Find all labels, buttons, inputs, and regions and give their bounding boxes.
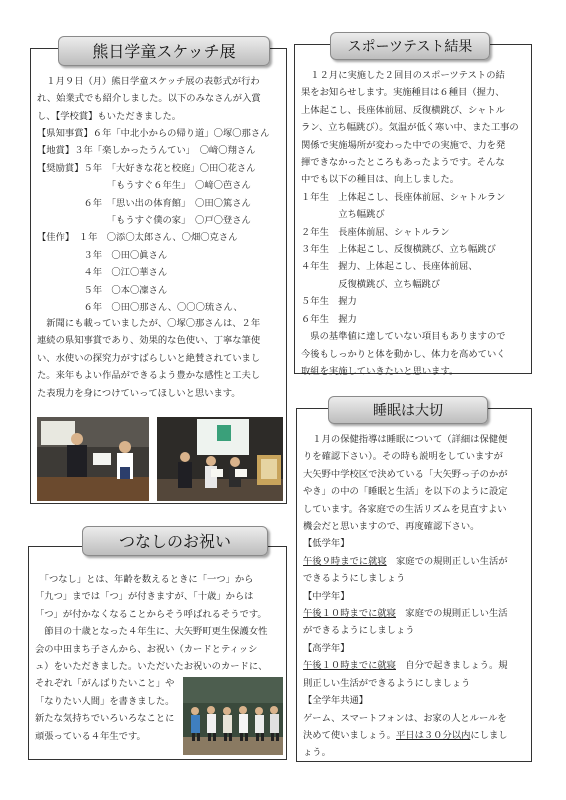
rule-text: 家庭での規則正しい生活が — [386, 555, 508, 567]
sleep-title: 睡眠は大切 — [328, 396, 488, 424]
text-line: 会の中田まち子さんから、お祝い（カードとティッシ — [35, 643, 258, 655]
text-line: ュ）をいただきました。いただいたお祝いのカードに、 — [35, 661, 268, 673]
text-line: 大矢野中学校区で決めている「大矢野っ子のかが — [303, 468, 508, 480]
sleep-section — [296, 408, 532, 762]
sports-test-title: スポーツテスト結果 — [330, 32, 490, 60]
high-grade-heading: 【高学年】 — [303, 642, 350, 654]
text-line: 「つなし」とは、年齢を数えるときに「一つ」から — [35, 574, 254, 585]
mid-grade-rule — [303, 605, 508, 622]
rule-text: 決めて使いましょう。 — [303, 729, 396, 741]
text-line: 上体起こし、長座体前屈、反復横跳び、シャトル — [301, 104, 505, 116]
low-grade-bedtime: 午後９時までに就寝 — [303, 555, 387, 567]
text-line: しています。各家庭での生活リズムを見直すよい — [303, 503, 507, 515]
award-line: 【佳作】 １年 〇添〇太郎さん、〇畑〇克さん — [37, 232, 238, 244]
award-line: ３年 〇田〇眞さん — [37, 249, 168, 261]
students-stage-photo — [157, 417, 283, 501]
grade-result-line: ６年生 握力 — [301, 313, 357, 325]
mid-grade-heading: 【中学年】 — [303, 590, 350, 602]
text-line: れ、始業式でも紹介しました。以下のみなさんが入賞 — [37, 93, 261, 105]
award-list — [37, 125, 269, 316]
text-line: １２月に実施した２回目のスポーツテストの結 — [301, 70, 505, 81]
text-line: やき」の中の「睡眠と生活」を以下のように設定 — [303, 486, 508, 498]
award-line: ５年 〇本〇凜さん — [37, 284, 168, 296]
grade-result-line: 立ち幅跳び — [301, 209, 385, 221]
text-line: 関係で実施場所が変わった中での実施で、力を発 — [301, 139, 506, 151]
award-ceremony-photo — [37, 417, 149, 501]
low-grade-heading: 【低学年】 — [303, 538, 350, 550]
text-line: １月の保健指導は睡眠について（詳細は保健便 — [303, 434, 508, 445]
grade-result-line: ３年生 上体起こし、反復横跳び、立ち幅跳び — [301, 244, 496, 256]
tsunashi-section — [28, 546, 287, 760]
weekday-limit: 平日は３０分以内 — [395, 729, 471, 741]
text-line: 取組を実施していきたいと思います。 — [301, 365, 459, 377]
sketch-closing — [37, 315, 260, 402]
rule-text: できるようにしましょう — [303, 573, 406, 585]
rule-text: ゲーム、スマートフォンは、お家の人とルールを — [303, 712, 507, 724]
text-line: １月９日（月）熊日学童スケッチ展の表彰式が行わ — [37, 76, 260, 87]
text-line: 県の基準値に達していない項目もありますので — [301, 331, 506, 343]
text-line: 「つ」が付かなくなることからそう呼ばれるそうです。 — [35, 608, 267, 620]
rule-text: ができるようにしましょう — [303, 625, 415, 637]
award-line: 「もうすぐ６年生」 〇﨑〇芭さん — [37, 180, 251, 192]
text-line: ラン、立ち幅跳び）。気温が低く寒い中、また工事の — [301, 122, 519, 134]
award-line: ４年 〇江〇華さん — [37, 267, 168, 279]
text-line: 「九つ」までは「つ」が付きますが、「十歳」からは — [35, 591, 254, 603]
rule-text: 則正しい生活ができるようにしましょう — [303, 677, 471, 689]
rule-text: 自分で起きましょう。規 — [395, 660, 508, 672]
text-line: 今後もしっかりと体を動かし、体力を高めていく — [301, 348, 506, 360]
all-grade-heading: 【全学年共通】 — [303, 695, 369, 707]
sports-test-section — [294, 44, 532, 377]
award-line: ６年 「思い出の体育館」 〇田〇篤さん — [37, 197, 251, 209]
rule-text: にしまし — [470, 729, 508, 741]
mid-grade-bedtime: 午後１０時までに就寝 — [303, 608, 396, 620]
text-line: 果をお知らせします。実施種目は６種目（握力、 — [301, 87, 505, 99]
text-line: い、水使いの探究力がすばらしいと絶賛されていまし — [37, 352, 261, 364]
award-line: 「もうすぐ僕の家」 〇戸〇登さん — [37, 215, 251, 227]
tsunashi-title: つなしのお祝い — [82, 526, 268, 556]
award-line: 【奨励賞】５年 「大好きな花と校庭」〇田〇花さん — [37, 162, 256, 174]
grade-result-line: ４年生 握力、上体起こし、長座体前屈、 — [301, 261, 478, 273]
text-line: 揮できなかったところもあったようです。そんな — [301, 157, 505, 169]
sketch-intro — [37, 73, 261, 125]
sports-test-text — [301, 67, 519, 380]
text-line: 「なりたい人間」を書きました。 — [35, 695, 175, 707]
class-group-photo — [183, 677, 283, 755]
rule-text: 家庭での規則正しい生活 — [395, 608, 508, 620]
sketch-exhibition-section — [30, 48, 287, 504]
award-line: 【県知事賞】６年「中北小からの帰り道」〇塚〇那さん — [37, 128, 270, 139]
text-line: 節目の十歳となった４年生に、大矢野町更生保護女性 — [35, 626, 268, 638]
grade-result-line: ５年生 握力 — [301, 296, 357, 308]
grade-result-line: ２年生 長座体前屈、シャトルラン — [301, 226, 450, 238]
high-grade-bedtime: 午後１０時までに就寝 — [303, 660, 396, 672]
text-line: りを確認下さい）。その時も説明をしていますが — [303, 451, 503, 463]
text-line: 新たな気持ちでいろいろなことに — [35, 713, 175, 725]
text-line: 新聞にも載っていましたが、〇塚〇那さんは、２年 — [37, 318, 261, 329]
award-line: 【地賞】３年「楽しかったうんてい」 〇﨑〇翔さん — [37, 145, 256, 157]
grade-result-line: １年生 上体起こし、長座体前屈、シャトルラン — [301, 191, 506, 203]
all-grade-rule — [303, 727, 508, 744]
high-grade-rule — [303, 657, 508, 674]
award-line: ６年 〇田〇那さん、〇〇〇琉さん、 — [37, 302, 243, 314]
rule-text: ょう。 — [303, 747, 331, 759]
low-grade-rule — [303, 553, 508, 570]
text-line: 中でも以下の種目は、向上しました。 — [301, 174, 460, 186]
text-line: それぞれ「がんばりたいこと」や — [35, 678, 175, 690]
text-line: た。来年もよい作品ができるよう豊かな感性と工夫し — [37, 370, 261, 382]
sleep-text — [303, 431, 508, 762]
sketch-exhibition-title: 熊日学童スケッチ展 — [58, 36, 270, 66]
text-line: 頑張っている４年生です。 — [35, 730, 146, 742]
text-line: 連続の県知事賞であり、効果的な色使い、丁寧な筆使 — [37, 335, 261, 347]
text-line: 機会だと思いますので、再度確認下さい。 — [303, 521, 480, 533]
text-line: た表現力を身につけていってほしいと思います。 — [37, 387, 241, 399]
text-line: し、【学校賞】もいただきました。 — [37, 110, 182, 122]
grade-result-line: 反復横跳び、立ち幅跳び — [301, 278, 441, 290]
